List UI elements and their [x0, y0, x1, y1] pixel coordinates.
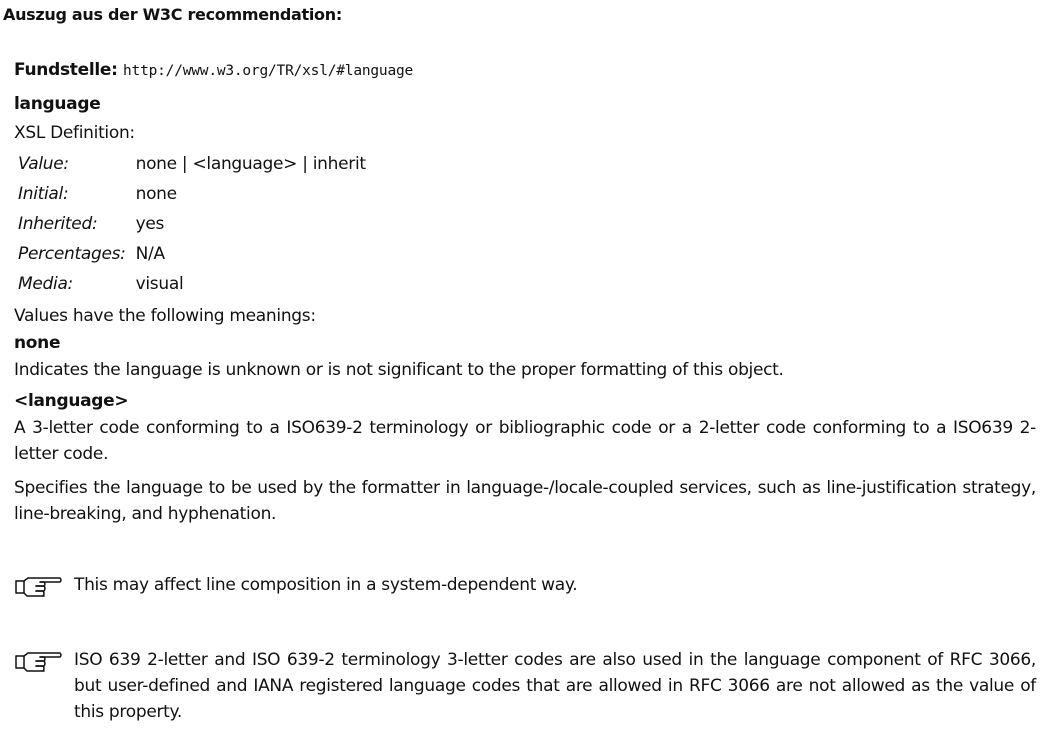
definition-row — [14, 269, 374, 299]
pointing-hand-icon — [14, 649, 62, 673]
definition-value: none | <language> | inherit — [135, 154, 366, 174]
term-none: none — [14, 333, 61, 353]
term-language-description: A 3-letter code conforming to a ISO639-2 terminology or bibliographic code or a 2-letter code conforming to a ISO639 2-letter code. — [14, 418, 1036, 464]
definition-row — [14, 149, 374, 179]
content-body — [14, 58, 1036, 527]
definition-title: XSL Definition: — [14, 123, 135, 143]
definition-row — [14, 239, 374, 269]
pointing-hand-icon — [14, 574, 62, 598]
definition-table — [14, 149, 374, 299]
note-1 — [14, 572, 1036, 598]
definition-key: Value: — [18, 154, 69, 174]
definition-key: Percentages: — [18, 244, 126, 264]
meanings-intro: Values have the following meanings: — [14, 306, 316, 326]
property-name: language — [14, 94, 101, 114]
note-text: ISO 639 2-letter and ISO 639-2 terminology 3-letter codes are also used in the language component of RFC 3066, but user-defined and IANA registered language codes that are allowed in RFC 3066 are not allowed as the value of this property. — [74, 650, 1036, 722]
definition-key: Initial: — [18, 184, 69, 204]
definition-key: Inherited: — [18, 214, 98, 234]
source-label: Fundstelle: — [14, 60, 118, 80]
definition-value: yes — [135, 214, 165, 234]
source-url: http://www.w3.org/TR/xsl/#language — [123, 63, 414, 79]
definition-row — [14, 179, 374, 209]
note-2 — [14, 647, 1036, 725]
definition-value: visual — [135, 274, 184, 294]
term-none-description: Indicates the language is unknown or is not significant to the proper formatting of this object. — [14, 360, 784, 380]
note-text: This may affect line composition in a system-dependent way. — [74, 575, 578, 595]
source-line — [14, 58, 1036, 83]
definition-row — [14, 209, 374, 239]
term-language: <language> — [14, 391, 129, 411]
definition-value: N/A — [135, 244, 165, 264]
definition-key: Media: — [18, 274, 73, 294]
page-heading: Auszug aus der W3C recommendation: — [3, 5, 342, 24]
definition-value: none — [135, 184, 177, 204]
specifies-paragraph: Specifies the language to be used by the formatter in language-/locale-coupled services, such as line-justification strategy, line-breaking, and hyphenation. — [14, 478, 1036, 524]
